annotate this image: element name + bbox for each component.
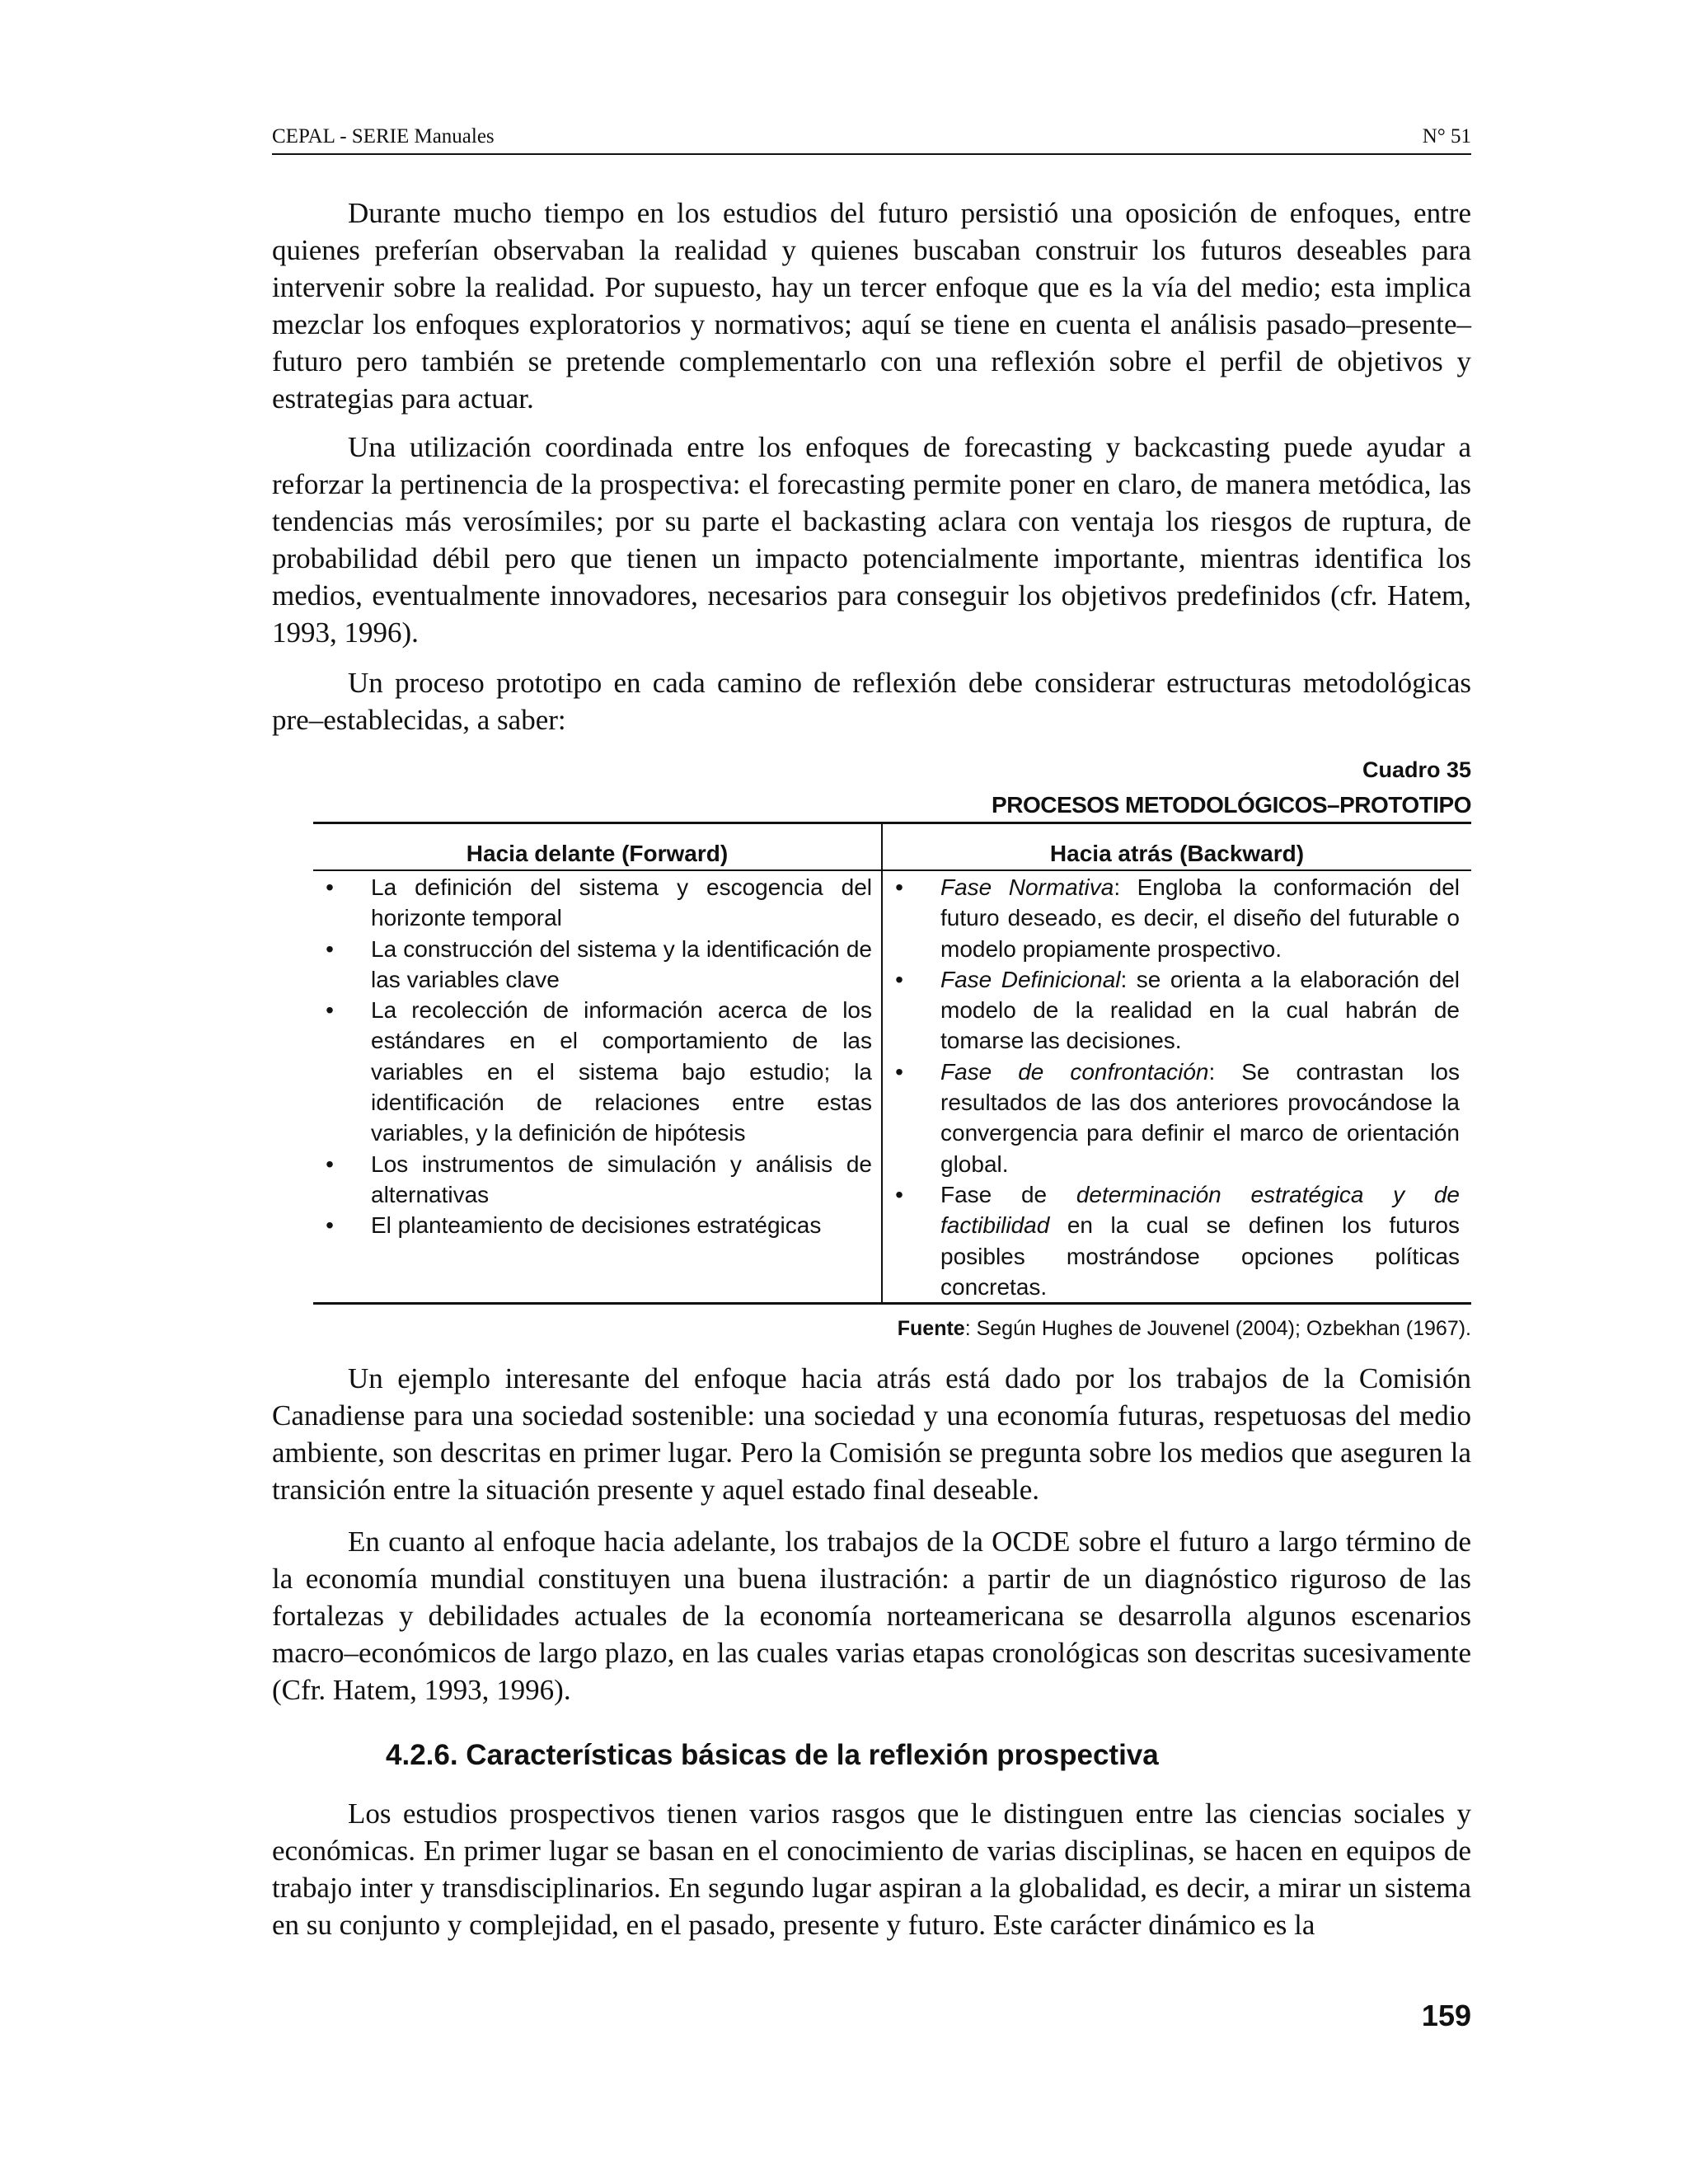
- paragraph: [272, 1523, 1471, 1708]
- header-issue-number: N° 51: [1422, 125, 1471, 148]
- forward-column: [321, 872, 872, 1241]
- list-item: • La definición del sistema y escogencia del horizonte temporal: [321, 872, 872, 934]
- forward-list: [321, 872, 872, 1241]
- section-heading: 4.2.6. Características básicas de la reflexión prospectiva: [386, 1739, 1159, 1771]
- list-item: • Fase Definicional: se orienta a la elaboración del modelo de la realidad en la cual habrán de tomarse las decisiones.: [891, 964, 1460, 1057]
- paragraph: [272, 664, 1471, 738]
- list-item: • La recolección de información acerca de los estándares en el comportamiento de las variables en el sistema bajo estudio; la identificación de relaciones entre estas variables, y la definición de hipótesis: [321, 995, 872, 1148]
- list-item: • Fase Normativa: Engloba la conformación del futuro deseado, es decir, el diseño del futurable o modelo propiamente prospectivo.: [891, 872, 1460, 964]
- running-header: [272, 120, 1471, 155]
- header-rule: [313, 869, 1471, 871]
- paragraph: [272, 1360, 1471, 1508]
- paragraph-text: Una utilización coordinada entre los enfoques de forecasting y backcasting puede ayudar a reforzar la pertinencia de la prospectiva: el forecasting permite poner en claro, de manera metódica, las tendencias más verosímiles; por su parte el backasting aclara con ventaja los riesgos de ruptura, de probabilidad débil pero que tienen un impacto potencialmente importante, mientras identifica los medios, eventualmente innovadores, necesarios para conseguir los objetivos predefinidos (cfr. Hatem, 1993, 1996).: [272, 431, 1471, 649]
- bullet-icon: •: [326, 997, 334, 1024]
- list-item: • La construcción del sistema y la identificación de las variables clave: [321, 934, 872, 996]
- source-text: : Según Hughes de Jouvenel (2004); Ozbekhan (1967).: [964, 1317, 1471, 1340]
- backward-column-header: Hacia atrás (Backward): [1049, 841, 1305, 866]
- paragraph-text: Un proceso prototipo en cada camino de reflexión debe considerar estructuras metodológicas pre–establecidas, a saber:: [272, 667, 1471, 736]
- paragraph: [272, 1795, 1471, 1943]
- table-title: PROCESOS METODOLÓGICOS–PROTOTIPO: [992, 792, 1471, 818]
- bullet-icon: •: [326, 1212, 334, 1239]
- column-divider: [881, 824, 883, 1302]
- paragraph: [272, 194, 1471, 417]
- list-item: • El planteamiento de decisiones estratégicas: [321, 1210, 872, 1240]
- methodology-table: [313, 822, 1471, 1305]
- bullet-icon: •: [895, 966, 903, 992]
- list-item: • Fase de confrontación: Se contrastan los resultados de las dos anteriores provocándose la convergencia para definir el marco de orientación global.: [891, 1057, 1460, 1179]
- paragraph-text: Un ejemplo interesante del enfoque hacia atrás está dado por los trabajos de la Comisión Canadiense para una sociedad sostenible: una sociedad y una economía futuras, respetuosas del medio ambiente, son descritas en primer lugar. Pero la Comisión se pregunta sobre los medios que aseguren la transición entre la situación presente y aquel estado final deseable.: [272, 1362, 1471, 1506]
- bullet-icon: •: [326, 1151, 334, 1177]
- backward-column: [891, 872, 1460, 1302]
- source-label: Fuente: [897, 1317, 965, 1340]
- bullet-icon: •: [895, 1058, 903, 1085]
- list-item: • Fase de determinación estratégica y de factibilidad en la cual se definen los futuros posibles mostrándose opciones políticas concretas.: [891, 1179, 1460, 1302]
- forward-column-header: Hacia delante (Forward): [466, 841, 729, 866]
- bullet-icon: •: [326, 874, 334, 900]
- paragraph-text: En cuanto al enfoque hacia adelante, los trabajos de la OCDE sobre el futuro a largo término de la economía mundial constituyen una buena ilustración: a partir de un diagnóstico riguroso de las fortalezas y debilidades actuales de la economía norteamericana se desarrolla algunos escenarios macro–económicos de largo plazo, en las cuales varias etapas cronológicas son descritas sucesivamente (Cfr. Hatem, 1993, 1996).: [272, 1526, 1471, 1706]
- bullet-icon: •: [326, 935, 334, 962]
- header-series-title: CEPAL - SERIE Manuales: [272, 125, 495, 148]
- page-number: 159: [1421, 1999, 1471, 2032]
- bullet-icon: •: [895, 874, 903, 900]
- table-source: [898, 1317, 1471, 1341]
- paragraph: [272, 429, 1471, 651]
- list-item: • Los instrumentos de simulación y análisis de alternativas: [321, 1149, 872, 1211]
- paragraph-text: Los estudios prospectivos tienen varios rasgos que le distinguen entre las ciencias sociales y económicas. En primer lugar se basan en el conocimiento de varias disciplinas, se hacen en equipos de trabajo inter y transdisciplinarios. En segundo lugar aspiran a la globalidad, es decir, a mirar un sistema en su conjunto y complejidad, en el pasado, presente y futuro. Este carácter dinámico es la: [272, 1797, 1471, 1941]
- table-number: Cuadro 35: [1362, 757, 1471, 782]
- bullet-icon: •: [895, 1181, 903, 1207]
- paragraph-text: Durante mucho tiempo en los estudios del futuro persistió una oposición de enfoques, entre quienes preferían observaban la realidad y quienes buscaban construir los futuros deseables para intervenir sobre la realidad. Por supuesto, hay un tercer enfoque que es la vía del medio; esta implica mezclar los enfoques exploratorios y normativos; aquí se tiene en cuenta el análisis pasado–presente–futuro pero también se pretende complementarlo con una reflexión sobre el perfil de objetivos y estrategias para actuar.: [272, 197, 1471, 415]
- backward-list: [891, 872, 1460, 1302]
